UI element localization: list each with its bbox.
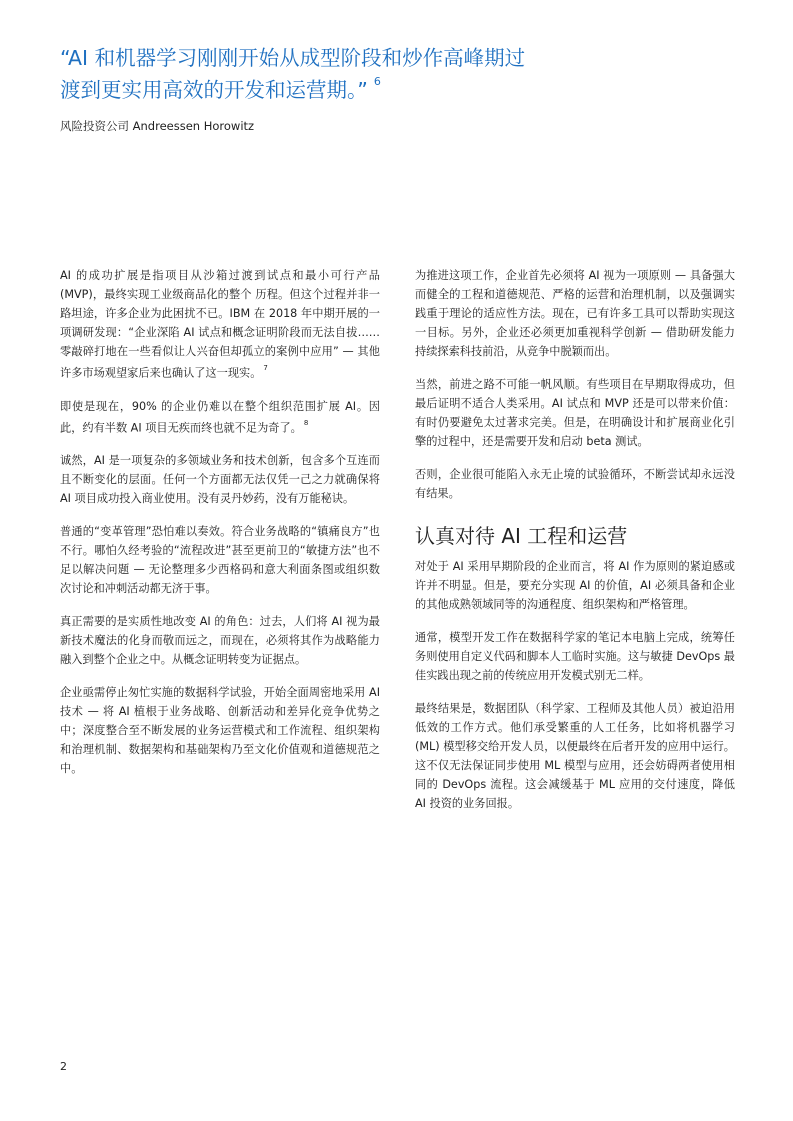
footnote-ref: 8 [303, 418, 309, 427]
paragraph [60, 522, 380, 598]
paragraph-text: 企业亟需停止匆忙实施的数据科学试验，开始全面周密地采用 AI 技术 — 将 AI 植根于业务战略、创新活动和差异化竞争优势之中；深度整合至不断发展的业务运营模式和工作流程、组织架构和治理机制、数据架构和基础架构乃至文化价值观和道德规范之中。 [60, 686, 380, 776]
paragraph [60, 266, 380, 383]
pull-quote-footnote: 6 [373, 75, 381, 88]
page-number: 2 [60, 1060, 67, 1073]
paragraph: 最终结果是，数据团队（科学家、工程师及其他人员）被迫沿用低效的工作方式。他们承受繁重的人工任务，比如将机器学习 (ML) 模型移交给开发人员，以便最终在后者开发的应用中运行。这不仅无法保证同步使用 ML 模型与应用，还会妨碍两者使用相同的 DevOps 流程。这会减缓基于 ML 应用的交付速度，降低 AI 投资的业务回报。 [415, 702, 735, 810]
paragraph: 否则，企业很可能陷入永无止境的试验循环，不断尝试却永远没有结果。 [415, 468, 735, 500]
paragraph-text: 诚然，AI 是一项复杂的多领域业务和技术创新，包含多个互连而且不断变化的层面。任何一个方面都无法仅凭一己之力就确保将 AI 项目成功投入商业使用。没有灵丹妙药，没有万能秘诀。 [60, 454, 380, 506]
paragraph: 当然，前进之路不可能一帆风顺。有些项目在早期取得成功，但最后证明不适合人类采用。AI 试点和 MVP 还是可以带来价值：有时仍要避免太过著求完美。但是，在明确设计和扩展商业化引擎的过程中，还是需要开发和启动 beta 测试。 [415, 378, 735, 448]
paragraph: 对处于 AI 采用早期阶段的企业而言，将 AI 作为原则的紧迫感或许并不明显。但是，要充分实现 AI 的价值，AI 必须具备和企业的其他成熟领域同等的沟通程度、组织架构和严格管理。 [415, 560, 735, 611]
paragraph-text: 普通的“变革管理”恐怕难以奏效。符合业务战略的“镇痛良方”也不行。哪怕久经考验的“流程改进”甚至更前卫的“敏捷方法”也不足以解决问题 — 无论整理多少西格码和意大利面条图或组织数次讨论和冲刺活动都无济于事。 [60, 525, 380, 596]
paragraph: 为推进这项工作，企业首先必须将 AI 视为一项原则 — 具备强大而健全的工程和道德规范、严格的运营和治理机制，以及强调实践重于理论的适应性方法。现在，已有许多工具可以帮助实现这一目标。另外，企业还必须更加重视科学创新 — 借助研发能力持续探索科技前沿，从竞争中脱颖而出。 [415, 269, 735, 358]
paragraph-text: AI 的成功扩展是指项目从沙箱过渡到试点和最小可行产品 (MVP)，最终实现工业级商品化的整个 历程。但这个过程并非一路坦途，许多企业为此困扰不已。IBM 在 2018 年中期开展的一项调研发现：“企业深陷 AI 试点和概念证明阶段而无法自拔……零敲碎打地在一些看似让人兴奋但却孤立的案例中应用” — 其他许多市场观望家后来也确认了这一现实。 [60, 269, 380, 380]
paragraph [60, 397, 380, 438]
footnote-ref: 7 [263, 364, 268, 372]
section-heading: 认真对待 AI 工程和运营 [415, 524, 628, 548]
pull-quote [60, 44, 530, 104]
paragraph-text: 真正需要的是实质性地改变 AI 的角色：过去，人们将 AI 视为最新技术魔法的化身而敬而远之，而现在，必须将其作为战略能力融入到整个企业之中。从概念证明转变为证据点。 [60, 615, 380, 667]
paragraph-text: 即使是现在，90% 的企业仍难以在整个组织范围扩展 AI。因此，约有半数 AI 项目无疾而终也就不足为奇了。 [60, 399, 380, 435]
quote-attribution: 风险投资公司 Andreessen Horowitz [60, 119, 255, 133]
right-column [415, 266, 735, 827]
paragraph [60, 683, 380, 778]
left-column [60, 266, 380, 792]
pull-quote-text: “AI 和机器学习刚刚开始从成型阶段和炒作高峰期过渡到更实用高效的开发和运营期。” [60, 46, 526, 102]
paragraph: 通常，模型开发工作在数据科学家的笔记本电脑上完成，统筹任务则使用自定义代码和脚本人工临时实施。这与敏捷 DevOps 最佳实践出现之前的传统应用开发模式别无二样。 [415, 631, 735, 682]
paragraph [60, 451, 380, 508]
paragraph [60, 612, 380, 669]
